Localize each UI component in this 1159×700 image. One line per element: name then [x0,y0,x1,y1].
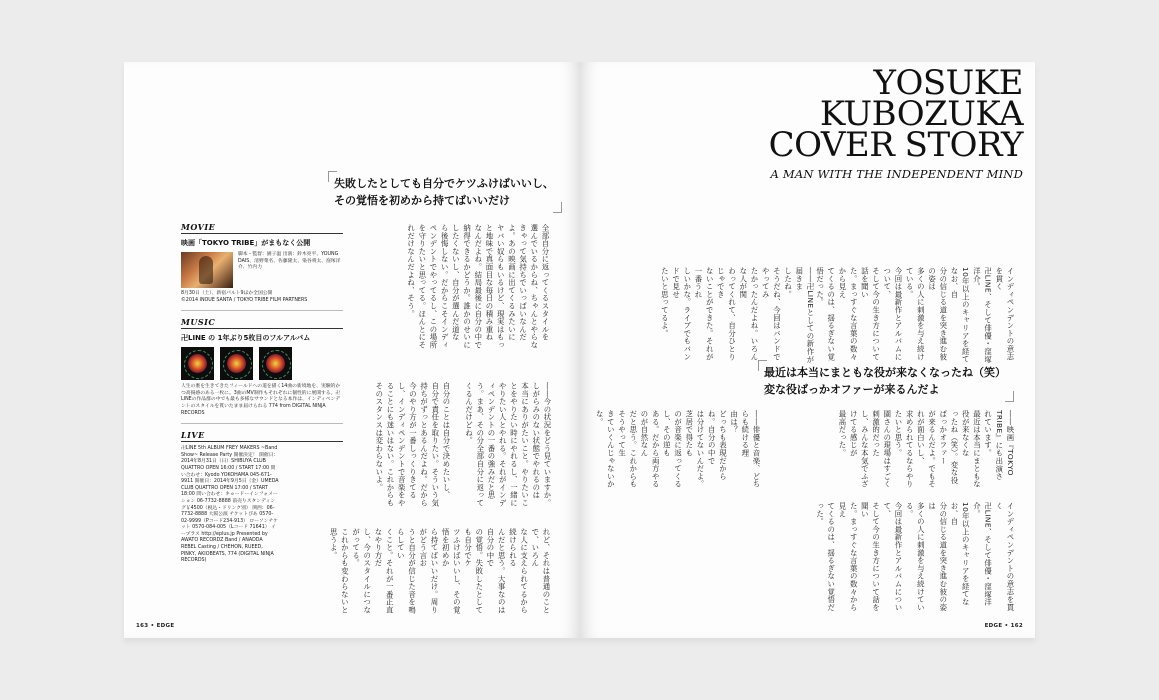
body-text-block [360,382,452,522]
body-text-block [595,410,762,492]
body-text-line: 多くの人に刺激を与え続けている。 [905,267,926,361]
body-text-line: したくないし、自分が選んだ道な [451,224,461,341]
movie-copyright: ©2014 INOUE SANTA / TOKYO TRIBE FILM PARTNERS [181,297,308,303]
movie-title: 映画「TOKYO TRIBE」がまもなく公開 [181,239,311,247]
body-text-line: 今のやり方が一番しっくりきてる [408,382,418,499]
body-text-line: 分の信じる道を突き進む彼の姿は [927,267,948,361]
movie-still-image [181,252,233,288]
pull-quote-line: 最近は本当にまともな役が来なくなったね（笑） [764,366,1006,379]
body-text-line: し、インディペンデントで音楽をや [397,382,407,507]
album-cover-image [181,347,214,380]
magazine-spread [124,62,1035,638]
movie-section-heading: MOVIE [181,222,343,234]
body-text-line: そして今の生き方について話を聞い [860,502,881,612]
live-section-heading: LIVE [181,430,343,442]
body-text-line: な人に支えられてるから続けられる [508,528,529,614]
body-text-line: 卍LINE、そして俳優・窪塚洋介。 [972,267,993,364]
body-text-line: インディペンデントの意志を貫く [994,267,1015,361]
body-text-line: た。まっすぐな言葉の数々から見え [837,267,859,361]
music-section-heading: MUSIC [181,317,343,329]
album-cover-image [220,347,253,380]
body-text-line: 多くの人に刺激を与え続けている。 [905,502,926,612]
headline-subtitle: A MAN WITH THE INDEPENDENT MIND [770,167,1023,181]
body-text-line: ――卍LINEとしての新作が届きま [794,267,815,364]
body-text-line: しがらみのない状態でやれるのは [531,382,541,499]
body-text-line: そうだね、今回はバンドでやってみ [761,267,782,361]
body-text-line: のが音楽に返ってくるし、その逆も [662,410,683,488]
body-text-line: ったね（笑）。変な役ばっかオファー [938,410,959,485]
body-text-block [636,502,1016,618]
body-text-line: これからも変わらないと思うよ。 [329,528,350,614]
cover-story-headline [768,63,1023,181]
body-text-block [459,382,553,522]
body-text-line: 卍LINE、そして俳優・窪塚洋介。 [972,502,993,606]
body-text-line: 今回は最新作とアルバムについて、 [882,502,903,612]
body-text-line: くこと。それが一番正直なやり方だ [373,528,395,614]
body-text-line: 求められてるならやりたいと思う。 [893,410,915,488]
body-text-line: 分の信じる道を突き進む彼の姿は [927,502,948,612]
left-page [124,62,580,638]
body-text-line: 全部自分に返ってくるスタイルを [541,224,550,341]
body-text-line: 園さんの現場はすごく刺激的だった [871,410,892,488]
body-text-line: ることにも迷いはない。これからも [385,382,395,507]
body-text-line: 10年以上のキャリアを経てなお、自 [949,267,971,364]
body-text-line: ある。だから両方やるのが自然なん [639,410,661,488]
body-text-line: ペンデントでやってるし、この場所 [428,224,438,349]
body-text-line: し、今のスタイルにつながってる。 [351,528,372,614]
body-text-line: だと思う。これからもそうやって生 [617,410,638,488]
body-text-line: よ。あの映画に出てくるみたいに [507,224,517,341]
body-text-line: ヤバい奴らもいるけど、現実はもっ [496,224,506,349]
body-text-line: ――映画『TOKYO TRIBE』にも出演さ [994,410,1015,481]
body-text-line: ――俳優と音楽、どちらも続ける理 [740,410,761,488]
live-details: 卍LINE 5th ALBUM FREY MAKERS ~Band Show~ Release Party 開催決定！ 開催日：2014年8月31日（日）SHIBUYA CLUB QUATTRO OPEN 16:00 / START 17:00 問い合わせ：Kyodo YOKOHAMA 045-671-9911 開催日：2014年9月5日（金）UMEDA CLUB QUATTRO OPEN 17:00 / START 18:00 問い合わせ：キョードーインフォメーション 06-7732-8888 前売りスタンディング￥4500（税込・ドリンク別） 関西：06-7732-8888 大阪公演 チケットぴあ 0570-02-9999（Pコード234-913） ローソンチケット 0570-084-005（Lコード 71641） イープラス http://eplus.jp Presented by AWATO RECORDZ Band / ANADDA REBEL Casting / CHEHON, RUEED, PINKY, AKIOBEATS, 774 (DIGITAL NINJA RECORDS) [181,446,279,564]
body-text-line: しいかな。ライブでもバンドで見せ [671,267,692,361]
body-text-line: 最近は本当にまともな役が来なくな [961,410,982,488]
body-text-line: 持ちがずっとあるんだよね。だから [419,382,429,507]
headline-line: YOSUKE [873,63,1023,103]
body-text-line: やりたい人とやれる。それがインデ [498,382,508,507]
movie-release: 8月30日（土）、新宿バルト9ほか全国公開 [181,291,273,296]
info-sidebar [181,222,343,565]
music-description: 人生の裏を生きてきたフィールドへの道を描く14曲の新境地を、実験的かつ高揚感のある一枚に。3曲のMV制作もそれぞれに個性的に展開する。卍LINEの作品群の中でも最も多様なサウンドとなる本作は、インディペンデントのスタイルを貫いたまま届けられる 774 from DIGITAL NINJA RECORDS [181,384,341,416]
page-number-right: EDGE • 162 [984,623,1023,629]
body-text-line: そして今の生き方について話を聞い [860,267,881,361]
body-text-line: 自分のことは自分で決めたいし、 [442,382,451,499]
body-text-line: ィペンデントの一番の強みだと思 [486,382,496,499]
page-number-left: 163 • EDGE [136,623,175,629]
right-page [580,62,1035,638]
body-text-block [329,528,552,618]
body-text-line: 自分で責任を取りたい。そういう気 [430,382,440,507]
body-text-line: た。まっすぐな言葉の数々から見え [837,502,859,612]
body-text-line: 本当にありがたいこと。やりたいこ [520,382,530,507]
body-text-line: そのスタンスは変わらないよ。 [374,382,384,492]
body-text-block [820,410,1016,492]
quote-corner [328,171,337,182]
body-text-line: を守りたいと思ってる。ほんとにそ [417,224,427,349]
body-text-block [361,224,551,370]
body-text-line: うと自分が信じた音を鳴らしてい [396,528,417,614]
body-text-line: くるんだけどね。 [464,382,474,445]
pull-quote-line: 失敗したとしても自分でケツふけばいいし、 [334,177,554,190]
body-text-line: 選んでいるからね、ちゃんとやらな [529,224,539,349]
body-text-line: てくるのは、揺るぎない覚悟だった。 [815,267,836,361]
body-text-line: 今回は最新作とアルバムについて、 [882,267,903,361]
headline-line: KUBOZUKA [819,94,1023,134]
body-text-line: インディペンデントの意志を貫く [994,502,1015,612]
body-text-line: たかったんだよね。いろんな人が関 [738,267,759,361]
body-text-line: と地味で真面目な毎日の積み重ね [484,224,494,341]
body-text-line: たいと思ってるよ。 [660,267,670,338]
body-text-line: れています。 [983,410,993,457]
body-text-line: てくるのは、揺るぎない覚悟だった。 [815,502,836,612]
body-text-line: 10年以上のキャリアを経てなお、自 [949,502,971,606]
body-text-line: ツふけばいいし、その覚悟を初めか [441,528,462,614]
body-text-line: う。まあ、その分全部自分に返って [475,382,485,507]
pull-quote-line: 変な役ばっかオファーが来るんだよ [764,383,940,396]
quote-corner [553,202,562,213]
pull-quote-line: その覚悟を初めから持てばいいだけ [334,194,510,207]
left-pull-quote [334,175,554,209]
body-text-line: が来るんだよ。でもそれが面白いし、 [916,410,937,488]
headline-line: COVER STORY [768,125,1023,165]
body-text-line: ら後悔しない。だからこそインディ [440,224,450,349]
album-covers [181,347,343,380]
movie-credits: 脚本・監督：園子温 出演：鈴木亮平、YOUNG DAIS、清野菜名、佐藤隆太、染谷将太、窪塚洋介、竹内力 [238,252,341,271]
right-pull-quote [764,364,1006,398]
body-text-line: の覚悟。失敗したとしても自分でケ [463,528,484,614]
quote-corner [758,360,767,371]
body-text-line: きゃって気持ちでいっぱいなんだ [518,224,528,341]
body-text-line: したね。 [783,267,793,299]
body-text-block [636,267,816,367]
quote-corner [1005,391,1014,402]
body-text-line: れど、それは普通のことで、いろん [530,528,551,614]
body-text-line: れだけなんだよね、そう。 [406,224,416,318]
body-text-line: し、みんな本気でふざけてる感じが [849,410,870,488]
body-text-line: んだと思う。大事なのは自分の中で [485,528,507,614]
body-text-line: わってくれて、自分ひとりじゃでき [716,267,737,361]
body-text-block [815,267,1016,367]
album-cover-image [259,347,292,380]
music-title: 卍LINE の 1年ぶり5枚目のフルアルバム [181,334,311,343]
body-text-line: ら持てばいいだけ。周りがどう言お [418,528,439,614]
body-text-line: 最高だった。 [837,410,847,457]
body-text-line: は分けてないんだよ。芝居で得たも [684,410,705,488]
body-text-line: ――今の状況をどう見ていますか。 [543,382,552,507]
divider [181,423,343,424]
body-text-line: 納得できるかどうか。誰かのせいに [462,224,472,349]
movie-info [181,252,343,288]
body-text-line: きていくんじゃないかな。 [595,410,616,488]
body-text-line: なんだよね。結局最後に自分の中で [473,224,483,349]
body-text-line: とをやりたい時にやれるし、一緒に [509,382,519,507]
divider [181,310,343,311]
body-text-line: ないことができた。それが一番うれ [693,267,715,361]
body-text-line: どっちも表現だからね。自分の中で [707,410,728,481]
body-text-line: 由は？ [729,410,739,434]
